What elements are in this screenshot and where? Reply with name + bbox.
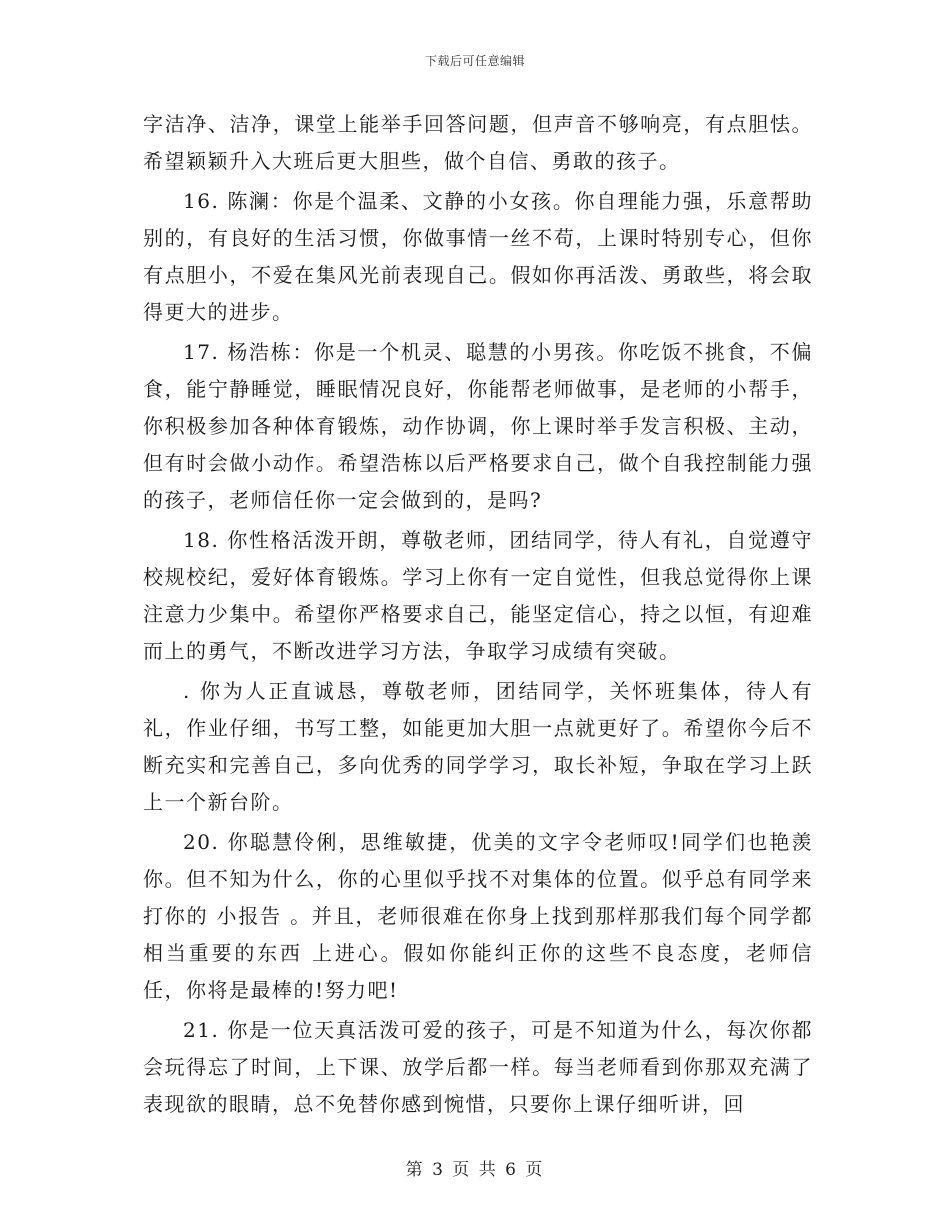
paragraph-18: 18. 你性格活泼开朗，尊敬老师，团结同学，待人有礼，自觉遵守校规校纪，爱好体育锻炼。学习上你有一定自觉性，但我总觉得你上课注意力少集中。希望你严格要求自己，能坚定信心，持之以恒，有迎难而上的勇气，不断改进学习方法，争取学习成绩有突破。 — [143, 528, 813, 663]
paragraph-17: 17. 杨浩栋：你是一个机灵、聪慧的小男孩。你吃饭不挑食，不偏食，能宁静睡觉，睡眠情况良好，你能帮老师做事，是老师的小帮手，你积极参加各种体育锻炼，动作协调，你上课时举手发言积极、主动，但有时会做小动作。希望浩栋以后严格要求自己，做个自我控制能力强的孩子，老师信任你一定会做到的，是吗? — [143, 340, 813, 512]
paragraph-16: 16. 陈澜：你是个温柔、文静的小女孩。你自理能力强，乐意帮助别的，有良好的生活习惯，你做事情一丝不苟，上课时特别专心，但你有点胆小，不爱在集风光前表现自己。假如你再活泼、勇敢些，将会取得更大的进步。 — [143, 189, 813, 324]
page-header: 下载后可任意编辑 — [424, 54, 525, 68]
paragraph-21: 21. 你是一位天真活泼可爱的孩子，可是不知道为什么，每次你都会玩得忘了时间，上下课、放学后都一样。每当老师看到你那双充满了表现欲的眼睛，总不免替你感到惋惜，只要你上课仔细听讲，回 — [143, 1018, 813, 1116]
paragraph-continuation: 字洁净、洁净，课堂上能举手回答问题，但声音不够响亮，有点胆怯。希望颖颖升入大班后更大胆些，做个自信、勇敢的孩子。 — [143, 112, 813, 173]
page-number: 第 3 页 共 6 页 — [405, 1160, 545, 1180]
paragraph-19: . 你为人正直诚恳，尊敬老师，团结同学，关怀班集体，待人有礼，作业仔细，书写工整，如能更加大胆一点就更好了。希望你今后不断充实和完善自己，多向优秀的同学学习，取长补短，争取在学习上跃上一个新台阶。 — [143, 679, 813, 814]
document-body — [143, 106, 813, 1126]
paragraph-20: 20. 你聪慧伶俐，思维敏捷，优美的文字令老师叹!同学们也艳羡你。但不知为什么，你的心里似乎找不对集体的位置。似乎总有同学来打你的 小报告 。并且，老师很难在你身上找到那样那我们每个同学都相当重要的东西 上进心。假如你能纠正你的这些不良态度，老师信任，你将是最棒的!努力吧! — [143, 830, 813, 1002]
